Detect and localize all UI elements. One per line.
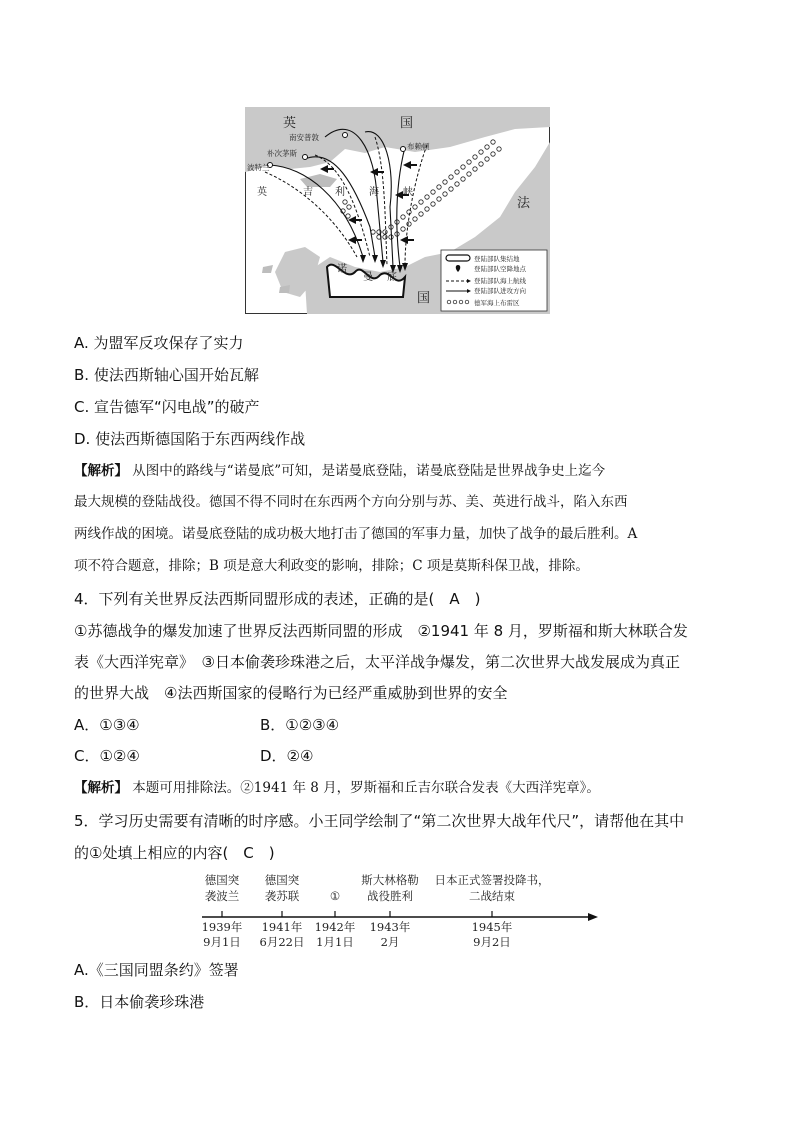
label-channel-4: 海 [369, 187, 379, 198]
legend-item: 登陆部队进攻方向 [474, 287, 526, 295]
label-normandy-1: 诺 [337, 264, 347, 275]
analysis-text: 本题可用排除法。②1941 年 8 月，罗斯福和丘吉尔联合发表《大西洋宪章》。 [132, 780, 600, 796]
label-channel-3: 利 [335, 187, 345, 198]
timeline-event-label: 二战结束 [469, 889, 515, 903]
timeline-event-label: 袭波兰 [204, 889, 240, 903]
timeline-date-label: 1941年 [261, 920, 303, 934]
analysis-tag: 【解析】 [74, 780, 128, 796]
label-normandy-2: 曼 [363, 272, 373, 283]
timeline-event-label: 斯大林格勒 [361, 873, 419, 887]
timeline-event-label: 战役胜利 [367, 889, 413, 903]
q4-statement-line: 表《大西洋宪章》 ③日本偷袭珍珠港之后，太平洋战争爆发，第二次世界大战发展成为真正 [74, 653, 680, 671]
timeline-date-label: 1942年 [314, 920, 356, 934]
q4-option-b: B．①②③④ [260, 716, 340, 734]
legend-item: 登陆部队集结地 [474, 255, 520, 263]
label-southampton: 南安普敦 [289, 133, 319, 142]
q3-analysis-line: 最大规模的登陆战役。德国不得不同时在东西两个方向分别与苏、美、英进行战斗，陷入东西 [74, 494, 628, 510]
normandy-landing-map [245, 107, 550, 314]
q4-option-d: D．②④ [260, 747, 314, 765]
label-normandy-3: 底 [387, 272, 397, 283]
analysis-tag: 【解析】 [74, 463, 128, 479]
q4-option-a: A．①③④ [74, 716, 140, 734]
q3-analysis-line [74, 461, 605, 481]
legend-item: 登陆部队空降地点 [474, 265, 526, 273]
label-britain-2: 国 [400, 116, 414, 131]
timeline-date-label: 9月1日 [203, 935, 241, 949]
q5-option-b: B．日本偷袭珍珠港 [74, 993, 205, 1011]
label-brighton: 布赖顿 [407, 142, 430, 151]
label-france-1: 法 [517, 196, 531, 211]
timeline-event-label: 德国突 [204, 873, 240, 887]
q3-option-c: C. 宣告德军“闪电战”的破产 [74, 398, 260, 416]
q4-statement-line: 的世界大战 ④法西斯国家的侵略行为已经严重威胁到世界的安全 [74, 684, 508, 702]
label-france-2: 国 [417, 291, 431, 306]
q4-stem: 4．下列有关世界反法西斯同盟形成的表述，正确的是( A ) [74, 590, 481, 608]
timeline-arrow-icon [588, 913, 598, 921]
q3-analysis-line: 两线作战的困境。诺曼底登陆的成功极大地打击了德国的军事力量，加快了战争的最后胜利。A [74, 526, 638, 542]
q4-statement-line: ①苏德战争的爆发加速了世界反法西斯同盟的形成 ②1941 年 8 月，罗斯福和斯大林联合发 [74, 622, 688, 640]
q3-option-d: D. 使法西斯德国陷于东西两线作战 [74, 430, 306, 448]
map-legend [441, 250, 547, 311]
timeline-event-label: 袭苏联 [264, 889, 300, 903]
legend-item: 德军海上布雷区 [474, 299, 520, 307]
timeline-event-label: ① [329, 889, 341, 903]
label-channel-5: 峡 [403, 187, 413, 198]
q4-analysis-line [74, 778, 600, 798]
timeline-date-label: 2月 [380, 935, 400, 949]
timeline-date-label: 6月22日 [259, 935, 305, 949]
timeline-date-label: 1943年 [369, 920, 411, 934]
q3-option-a: A. 为盟军反攻保存了实力 [74, 334, 244, 352]
analysis-text: 从图中的路线与“诺曼底”可知，是诺曼底登陆，诺曼底登陆是世界战争史上迄今 [132, 463, 606, 479]
q5-stem: 5．学习历史需要有清晰的时序感。小王同学绘制了“第二次世界大战年代尺”，请帮他在其中 [74, 812, 685, 830]
legend-item: 登陆部队海上航线 [474, 277, 526, 285]
label-britain-1: 英 [283, 116, 297, 131]
legend-assembly-icon [446, 255, 470, 261]
timeline-date-label: 9月2日 [473, 935, 511, 949]
timeline-date-label: 1月1日 [316, 935, 354, 949]
timeline-date-label: 1945年 [471, 920, 513, 934]
q3-analysis-line: 项不符合题意，排除；B 项是意大利政变的影响，排除；C 项是莫斯科保卫战，排除。 [74, 558, 589, 574]
label-channel-1: 英 [257, 187, 267, 198]
label-channel-2: 吉 [303, 187, 313, 198]
timeline-event-label: 日本正式签署投降书， [434, 873, 550, 887]
ww2-timeline [200, 873, 600, 953]
label-portland: 波特兰 [247, 163, 270, 172]
q4-option-c: C．①②④ [74, 747, 140, 765]
q3-option-b: B. 使法西斯轴心国开始瓦解 [74, 366, 259, 384]
label-portsmouth: 朴次茅斯 [267, 149, 297, 158]
q5-stem: 的①处填上相应的内容( C ) [74, 844, 275, 862]
timeline-event-label: 德国突 [264, 873, 300, 887]
q5-option-a: A.《三国同盟条约》签署 [74, 961, 239, 979]
timeline-date-label: 1939年 [201, 920, 243, 934]
